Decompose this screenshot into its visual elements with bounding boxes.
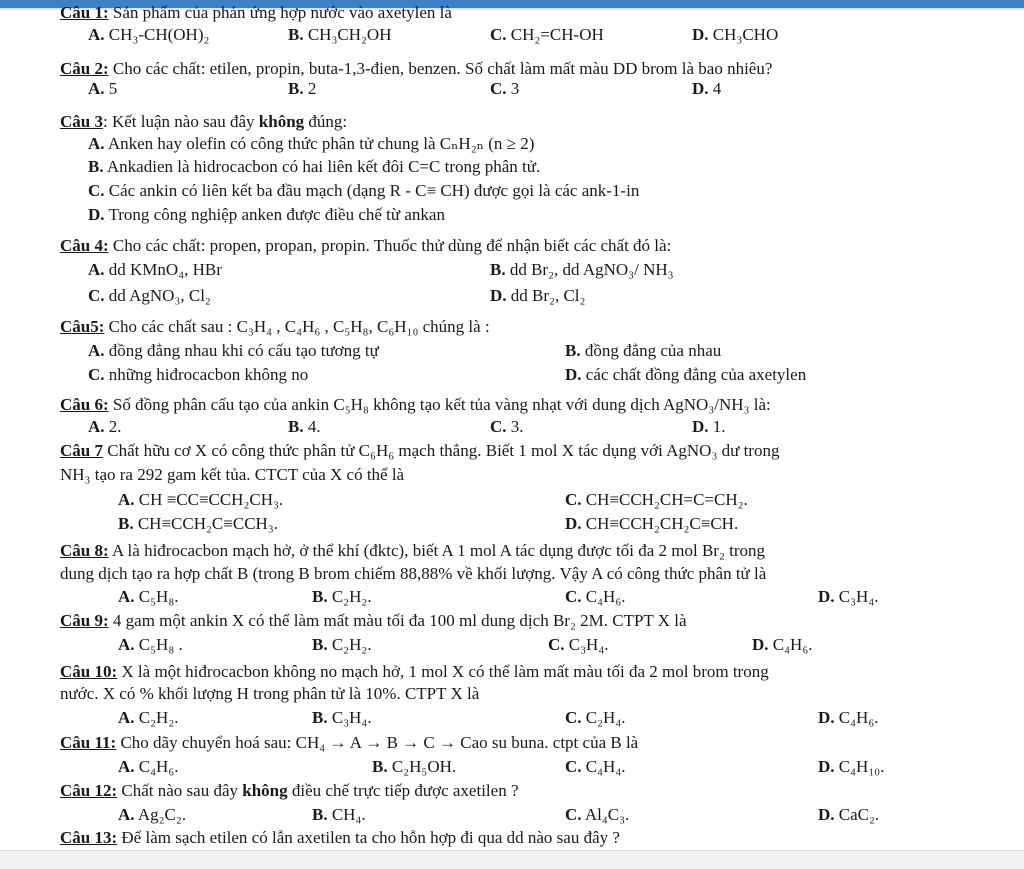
q2-option-d: D. 4 xyxy=(692,79,722,98)
q11-option-b: B. C₂H₅OH. xyxy=(372,757,457,776)
q8-option-d: D. C₃H₄. xyxy=(818,587,879,606)
question-10: Câu 10: X là một hiđrocacbon không no mạch hở, 1 mol X có thể làm mất màu tối đa 2 mol brom trong xyxy=(60,662,769,681)
q4-option-c: C. dd AgNO₃, Cl₂ xyxy=(88,286,211,305)
q4-option-b: B. dd Br₂, dd AgNO₃/ NH₃ xyxy=(490,260,674,279)
q1-option-d: D. CH₃CHO xyxy=(692,25,779,44)
question-12: Câu 12: Chất nào sau đây không điều chế trực tiếp được axetilen ? xyxy=(60,781,519,800)
viewer-bottom-bar xyxy=(0,850,1024,869)
question-8-line-2: dung dịch tạo ra hợp chất B (trong B brom chiếm 88,88% về khối lượng. Vậy A có công thức phân tử là xyxy=(60,564,767,583)
q6-option-b: B. 4. xyxy=(288,417,321,436)
question-11: Câu 11: Cho dãy chuyển hoá sau: CH₄ → A → B → C → Cao su buna. ctpt của B là xyxy=(60,733,639,752)
q9-option-d: D. C₄H₆. xyxy=(752,635,813,654)
q12-option-d: D. CaC₂. xyxy=(818,805,880,824)
question-7-line-2: NH₃ tạo ra 292 gam kết tủa. CTCT của X có thể là xyxy=(60,465,405,484)
q10-option-c: C. C₂H₄. xyxy=(565,708,626,727)
q1-option-b: B. CH₃CH₂OH xyxy=(288,25,392,44)
q10-option-a: A. C₂H₂. xyxy=(118,708,179,727)
q1-option-c: C. CH₂=CH-OH xyxy=(490,25,604,44)
question-6: Câu 6: Số đồng phân cấu tạo của ankin C₅H₈ không tạo kết tủa vàng nhạt với dung dịch AgNO₃/NH₃ là: xyxy=(60,395,771,414)
q8-option-b: B. C₂H₂. xyxy=(312,587,372,606)
q9-option-a: A. C₅H₈ . xyxy=(118,635,183,654)
q10-option-b: B. C₃H₄. xyxy=(312,708,372,727)
question-2: Câu 2: Cho các chất: etilen, propin, buta-1,3-đien, benzen. Số chất làm mất màu DD brom là bao nhiêu? xyxy=(60,59,773,78)
q11-option-d: D. C₄H₁₀. xyxy=(818,757,885,776)
q2-option-b: B. 2 xyxy=(288,79,317,98)
q12-option-a: A. Ag₂C₂. xyxy=(118,805,187,824)
q3-option-c: C. Các ankin có liên kết ba đầu mạch (dạng R - C≡ CH) được gọi là các ank-1-in xyxy=(88,181,640,200)
q3-option-a: A. Anken hay olefin có công thức phân tử chung là CₙH₂ₙ (n ≥ 2) xyxy=(88,134,535,153)
q3-option-b: B. Ankadien là hidrocacbon có hai liên kết đôi C=C trong phân tử. xyxy=(88,157,541,176)
q5-option-b: B. đồng đẳng của nhau xyxy=(565,341,722,360)
question-10-line-2: nước. X có % khối lượng H trong phân tử là 10%. CTPT X là xyxy=(60,684,480,703)
question-1: Câu 1: Sản phẩm của phản ứng hợp nước vào axetylen là xyxy=(60,3,452,22)
question-3: Câu 3: Kết luận nào sau đây không đúng: xyxy=(60,112,348,131)
q9-option-c: C. C₃H₄. xyxy=(548,635,609,654)
q12-option-b: B. CH₄. xyxy=(312,805,366,824)
q5-option-d: D. các chất đồng đẳng của axetylen xyxy=(565,365,807,384)
q8-option-a: A. C₅H₈. xyxy=(118,587,179,606)
q7-option-d: D. CH≡CCH₂CH₂C≡CH. xyxy=(565,514,739,533)
q10-option-d: D. C₄H₆. xyxy=(818,708,879,727)
q7-option-a: A. CH ≡CC≡CCH₂CH₃. xyxy=(118,490,284,509)
question-4: Câu 4: Cho các chất: propen, propan, propin. Thuốc thử dùng để nhận biết các chất đó là: xyxy=(60,236,672,255)
q6-option-a: A. 2. xyxy=(88,417,122,436)
q7-option-c: C. CH≡CCH₂CH=C=CH₂. xyxy=(565,490,748,509)
q11-option-c: C. C₄H₄. xyxy=(565,757,626,776)
q8-option-c: C. C₄H₆. xyxy=(565,587,626,606)
question-8: Câu 8: A là hiđrocacbon mạch hở, ở thể khí (đktc), biết A 1 mol A tác dụng được tối đa 2 mol Br₂ trong xyxy=(60,541,766,560)
q2-option-a: A. 5 xyxy=(88,79,118,98)
q4-option-a: A. dd KMnO₄, HBr xyxy=(88,260,222,279)
q4-option-d: D. dd Br₂, Cl₂ xyxy=(490,286,586,305)
q9-option-b: B. C₂H₂. xyxy=(312,635,372,654)
question-7: Câu 7 Chất hữu cơ X có công thức phân tử C₆H₆ mạch thẳng. Biết 1 mol X tác dụng với AgNO₃ dư trong xyxy=(60,441,780,460)
q1-option-a: A. CH₃-CH(OH)₂ xyxy=(88,25,210,44)
question-13: Câu 13: Để làm sạch etilen có lẫn axetilen ta cho hỗn hợp đi qua dd nào sau đây ? xyxy=(60,828,620,847)
q5-option-c: C. những hiđrocacbon không no xyxy=(88,365,309,384)
q7-option-b: B. CH≡CCH₂C≡CCH₃. xyxy=(118,514,278,533)
q12-option-c: C. Al₄C₃. xyxy=(565,805,630,824)
q6-option-c: C. 3. xyxy=(490,417,524,436)
q5-option-a: A. đồng đẳng nhau khi có cấu tạo tương tự xyxy=(88,341,379,360)
question-9: Câu 9: 4 gam một ankin X có thể làm mất màu tối đa 100 ml dung dịch Br₂ 2M. CTPT X là xyxy=(60,611,687,630)
q2-option-c: C. 3 xyxy=(490,79,520,98)
question-5: Câu5: Cho các chất sau : C₃H₄ , C₄H₆ , C₅H₈, C₆H₁₀ chúng là : xyxy=(60,317,490,336)
q11-option-a: A. C₄H₆. xyxy=(118,757,179,776)
q6-option-d: D. 1. xyxy=(692,417,726,436)
q3-option-d: D. Trong công nghiệp anken được điều chế từ ankan xyxy=(88,205,445,224)
